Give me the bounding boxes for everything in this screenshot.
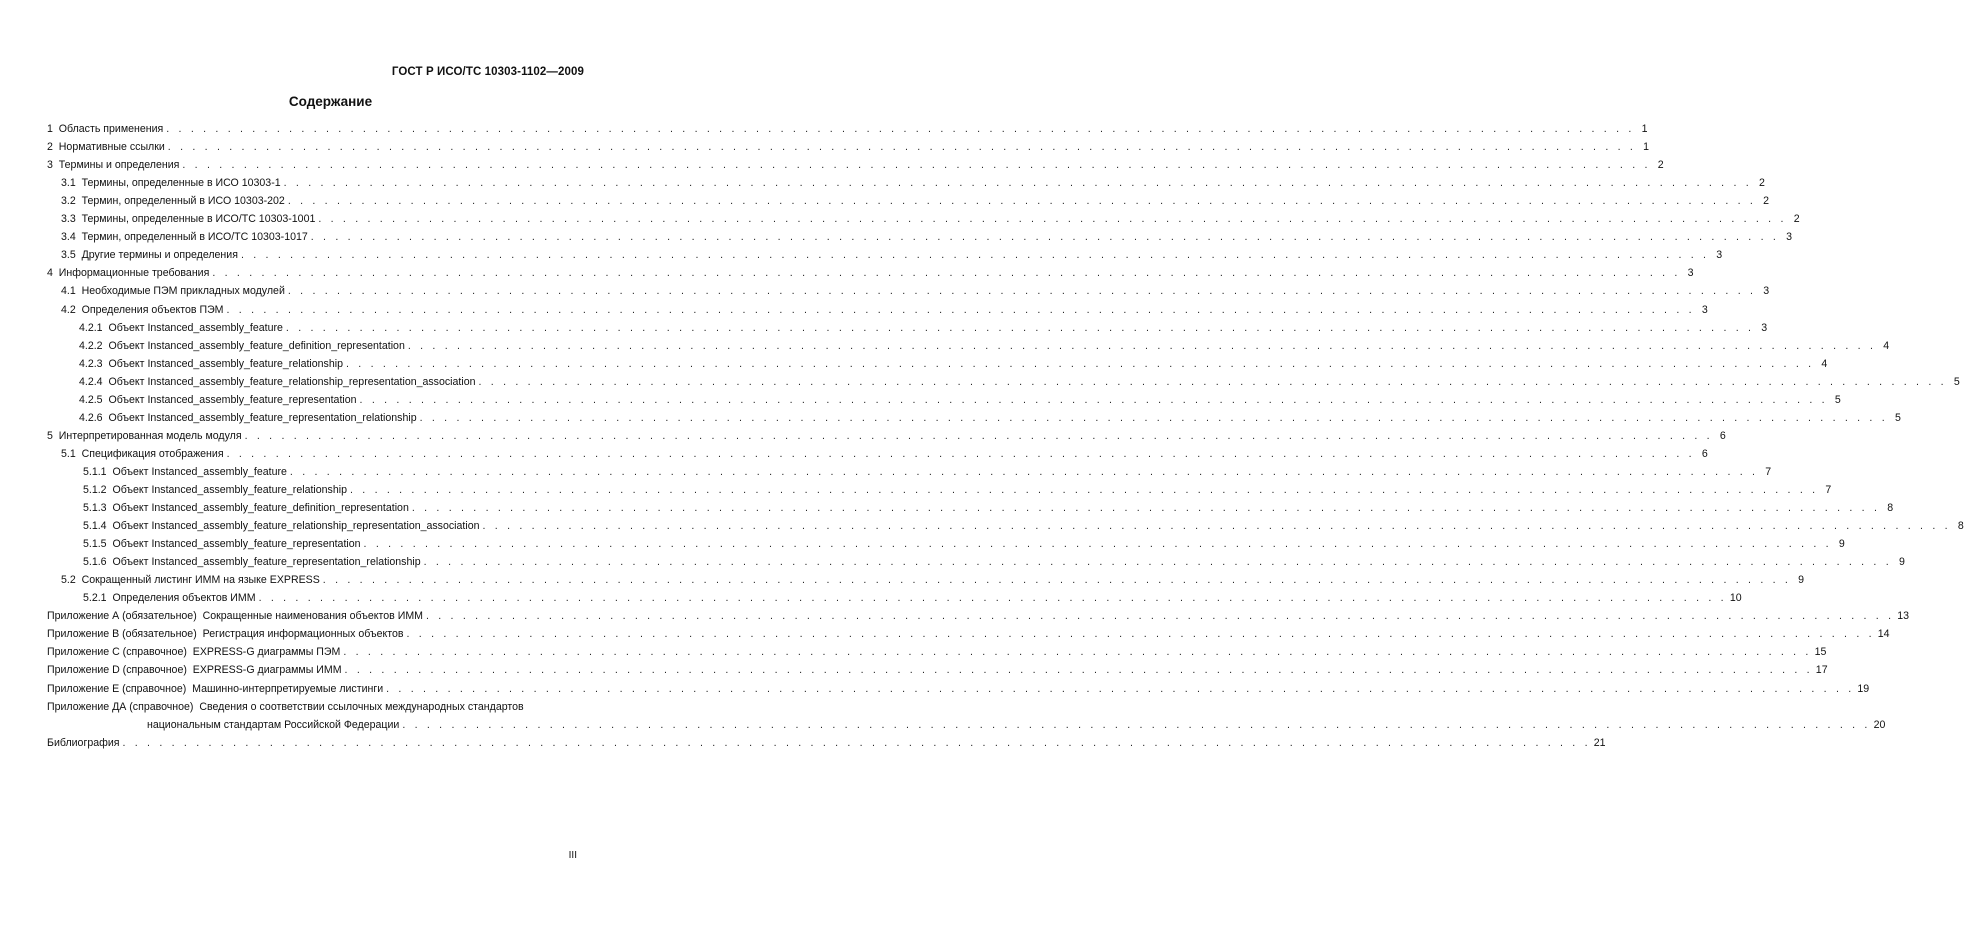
toc-entry-title: Приложение А (обязательное) Сокращенные наименования объектов ИММ	[47, 610, 423, 623]
toc-entry[interactable]	[47, 226, 1793, 244]
toc-entry-title: 2 Нормативные ссылки	[47, 141, 165, 154]
toc-entry[interactable]	[47, 407, 1901, 425]
toc-page-number: 6	[1701, 447, 1708, 460]
toc-entry[interactable]	[47, 190, 1770, 208]
toc-page-number: 5	[1894, 411, 1901, 424]
toc-entry[interactable]	[47, 605, 1910, 623]
toc-leader-dots: . . . . . . . . . . . . . . . . . . . . . . . . . . . . . . . . . . . . . . . . . . . . . . . . . . . . . . . . . . . . . . . . . . . . . . . . . . . . . . . . . . . . . . . . . . . . . . . . . . . . . . . . . . . . . . . . . . . . . . . .	[343, 646, 1812, 659]
toc-leader-dots: . . . . . . . . . . . . . . . . . . . . . . . . . . . . . . . . . . . . . . . . . . . . . . . . . . . . . . . . . . . . . . . . . . . . . . . . . . . . . . . . . . . . . . . . . . . . . . . . . . . . . . . . . . . . . . . . . . . . . . . .	[212, 267, 1681, 280]
toc-leader-dots: . . . . . . . . . . . . . . . . . . . . . . . . . . . . . . . . . . . . . . . . . . . . . . . . . . . . . . . . . . . . . . . . . . . . . . . . . . . . . . . . . . . . . . . . . . . . . . . . . . . . . . . . . . . . . . . . . . . . . . . .	[419, 411, 1888, 424]
toc-leader-dots: . . . . . . . . . . . . . . . . . . . . . . . . . . . . . . . . . . . . . . . . . . . . . . . . . . . . . . . . . . . . . . . . . . . . . . . . . . . . . . . . . . . . . . . . . . . . . . . . . . . . . . . . . . . . . . . . . . . . . . . .	[310, 231, 1780, 244]
document-header: ГОСТ Р ИСО/ТС 10303-1102—2009	[391, 66, 584, 78]
toc-page-number: 1	[1641, 123, 1648, 136]
toc-entry[interactable]	[47, 118, 1648, 136]
toc-entry-title: 4.1 Необходимые ПЭМ прикладных модулей	[61, 285, 285, 298]
toc-entry[interactable]	[47, 714, 1886, 732]
toc-page-number: 3	[1786, 231, 1793, 244]
toc-page-number: 6	[1719, 429, 1726, 442]
toc-leader-dots: . . . . . . . . . . . . . . . . . . . . . . . . . . . . . . . . . . . . . . . . . . . . . . . . . . . . . . . . . . . . . . . . . . . . . . . . . . . . . . . . . . . . . . . . . . . . . . . . . . . . . . . . . . . . . . . . . . . . . . . .	[283, 177, 1752, 190]
toc-entry[interactable]	[47, 280, 1770, 298]
toc-entry[interactable]	[47, 677, 1870, 695]
toc-leader-dots: . . . . . . . . . . . . . . . . . . . . . . . . . . . . . . . . . . . . . . . . . . . . . . . . . . . . . . . . . . . . . . . . . . . . . . . . . . . . . . . . . . . . . . . . . . . . . . . . . . . . . . . . . . . . . . . . . . . . . . . .	[167, 141, 1637, 154]
toc-entry-title: 5.1 Спецификация отображения	[61, 447, 224, 460]
toc-entry-title: 5.2 Сокращенный листинг ИММ на языке EXPRESS	[61, 574, 320, 587]
toc-page-number: 5	[1953, 375, 1960, 388]
toc-page-number: 13	[1897, 610, 1910, 623]
toc-entry[interactable]	[47, 533, 1845, 551]
toc-page-number: 8	[1887, 502, 1894, 515]
toc-entry[interactable]	[47, 425, 1726, 443]
toc-entry-title: 4.2.5 Объект Instanced_assembly_feature_representation	[79, 393, 357, 406]
toc-entry-title: Приложение D (справочное) EXPRESS-G диаграммы ИММ	[47, 664, 342, 677]
toc-entry-title: Библиография	[47, 736, 120, 749]
toc-entry[interactable]	[47, 696, 584, 714]
toc-leader-dots: . . . . . . . . . . . . . . . . . . . . . . . . . . . . . . . . . . . . . . . . . . . . . . . . . . . . . . . . . . . . . . . . . . . . . . . . . . . . . . . . . . . . . . . . . . . . . . . . . . . . . . . . . . . . . . . . . . . . . . . .	[289, 465, 1759, 478]
toc-entry-title: 3.3 Термины, определенные в ИСО/ТС 10303-1001	[61, 213, 316, 226]
toc-page-number: 17	[1815, 664, 1828, 677]
toc-leader-dots: . . . . . . . . . . . . . . . . . . . . . . . . . . . . . . . . . . . . . . . . . . . . . . . . . . . . . . . . . . . . . . . . . . . . . . . . . . . . . . . . . . . . . . . . . . . . . . . . . . . . . . . . . . . . . . . . . . . . . . . .	[346, 357, 1815, 370]
toc-entry-title: 4.2.3 Объект Instanced_assembly_feature_relationship	[79, 357, 343, 370]
table-of-contents	[47, 118, 1964, 750]
page-title: Содержание	[288, 94, 373, 109]
toc-leader-dots: . . . . . . . . . . . . . . . . . . . . . . . . . . . . . . . . . . . . . . . . . . . . . . . . . . . . . . . . . . . . . . . . . . . . . . . . . . . . . . . . . . . . . . . . . . . . . . . . . . . . . . . . . . . . . . . . . . . . . . . .	[359, 393, 1828, 406]
toc-entry-title: 4 Информационные требования	[47, 267, 210, 280]
toc-page-number: 9	[1898, 556, 1905, 569]
toc-page-number: 4	[1821, 357, 1828, 370]
toc-entry[interactable]	[47, 353, 1828, 371]
toc-leader-dots: . . . . . . . . . . . . . . . . . . . . . . . . . . . . . . . . . . . . . . . . . . . . . . . . . . . . . . . . . . . . . . . . . . . . . . . . . . . . . . . . . . . . . . . . . . . . . . . . . . . . . . . . . . . . . . . . . . . . . . . .	[363, 538, 1832, 551]
toc-entry[interactable]	[47, 443, 1708, 461]
toc-leader-dots: . . . . . . . . . . . . . . . . . . . . . . . . . . . . . . . . . . . . . . . . . . . . . . . . . . . . . . . . . . . . . . . . . . . . . . . . . . . . . . . . . . . . . . . . . . . . . . . . . . . . . . . . . . . . . . . . . . . . . . . .	[406, 628, 1875, 641]
toc-entry[interactable]	[47, 262, 1694, 280]
toc-entry[interactable]	[47, 551, 1905, 569]
toc-page-number: 21	[1593, 736, 1606, 749]
toc-page-number: 3	[1763, 285, 1770, 298]
toc-entry[interactable]	[47, 335, 1890, 353]
toc-leader-dots: . . . . . . . . . . . . . . . . . . . . . . . . . . . . . . . . . . . . . . . . . . . . . . . . . . . . . . . . . . . . . . . . . . . . . . . . . . . . . . . . . . . . . . . . . . . . . . . . . . . . . . . . . . . . . . . . . . . . . . . .	[411, 502, 1881, 515]
toc-leader-dots: . . . . . . . . . . . . . . . . . . . . . . . . . . . . . . . . . . . . . . . . . . . . . . . . . . . . . . . . . . . . . . . . . . . . . . . . . . . . . . . . . . . . . . . . . . . . . . . . . . . . . . . . . . . . . . . . . . . . . . . .	[226, 303, 1695, 316]
toc-entry-title: 5.1.2 Объект Instanced_assembly_feature_relationship	[83, 483, 347, 496]
toc-page-number: 10	[1729, 592, 1742, 605]
toc-page-number: 20	[1873, 718, 1886, 731]
toc-entry-title: 3.4 Термин, определенный в ИСО/ТС 10303-1017	[61, 231, 308, 244]
toc-entry-title: 3.2 Термин, определенный в ИСО 10303-202	[61, 195, 285, 208]
toc-entry[interactable]	[47, 154, 1664, 172]
toc-entry[interactable]	[47, 479, 1832, 497]
toc-entry-title: 3.1 Термины, определенные в ИСО 10303-1	[61, 177, 281, 190]
toc-page-number: 14	[1877, 628, 1890, 641]
toc-page-number: 2	[1758, 177, 1765, 190]
toc-page-number: 1	[1643, 141, 1650, 154]
toc-entry[interactable]	[47, 587, 1742, 605]
toc-entry[interactable]	[47, 389, 1841, 407]
toc-entry[interactable]	[47, 298, 1708, 316]
toc-leader-dots: . . . . . . . . . . . . . . . . . . . . . . . . . . . . . . . . . . . . . . . . . . . . . . . . . . . . . . . . . . . . . . . . . . . . . . . . . . . . . . . . . . . . . . . . . . . . . . . . . . . . . . . . . . . . . . . . . . . . . . . .	[226, 447, 1695, 460]
toc-entry-title: 3.5 Другие термины и определения	[61, 249, 238, 262]
toc-leader-dots: . . . . . . . . . . . . . . . . . . . . . . . . . . . . . . . . . . . . . . . . . . . . . . . . . . . . . . . . . . . . . . . . . . . . . . . . . . . . . . . . . . . . . . . . . . . . . . . . . . . . . . . . . . . . . . . . . . . . . . . .	[244, 429, 1713, 442]
toc-page-number: 2	[1793, 213, 1800, 226]
toc-page-number: 3	[1687, 267, 1694, 280]
toc-entry[interactable]	[47, 461, 1772, 479]
toc-page-number: 15	[1814, 646, 1827, 659]
toc-page-number: 8	[1957, 520, 1964, 533]
toc-page-number: 3	[1701, 303, 1708, 316]
toc-page-number: 9	[1838, 538, 1845, 551]
toc-page-number: 19	[1857, 682, 1870, 695]
toc-leader-dots: . . . . . . . . . . . . . . . . . . . . . . . . . . . . . . . . . . . . . . . . . . . . . . . . . . . . . . . . . . . . . . . . . . . . . . . . . . . . . . . . . . . . . . . . . . . . . . . . . . . . . . . . . . . . . . . . . . . . . . . .	[182, 159, 1651, 172]
toc-leader-dots: . . . . . . . . . . . . . . . . . . . . . . . . . . . . . . . . . . . . . . . . . . . . . . . . . . . . . . . . . . . . . . . . . . . . . . . . . . . . . . . . . . . . . . . . . . . . . . . . . . . . . . . . . . . . . . . . . . . . . . . .	[425, 610, 1895, 623]
toc-page-number: 2	[1657, 159, 1664, 172]
toc-page-number: 5	[1834, 393, 1841, 406]
toc-leader-dots: . . . . . . . . . . . . . . . . . . . . . . . . . . . . . . . . . . . . . . . . . . . . . . . . . . . . . . . . . . . . . . . . . . . . . . . . . . . . . . . . . . . . . . . . . . . . . . . . . . . . . . . . . . . . . . . . . . . . . . . .	[482, 520, 1951, 533]
toc-entry-title: Приложение Е (справочное) Машинно-интерпретируемые листинги	[47, 682, 384, 695]
toc-entry-title: 3 Термины и определения	[47, 159, 180, 172]
toc-leader-dots: . . . . . . . . . . . . . . . . . . . . . . . . . . . . . . . . . . . . . . . . . . . . . . . . . . . . . . . . . . . . . . . . . . . . . . . . . . . . . . . . . . . . . . . . . . . . . . . . . . . . . . . . . . . . . . . . . . . . . . . .	[407, 339, 1877, 352]
toc-entry[interactable]	[47, 244, 1723, 262]
toc-leader-dots: . . . . . . . . . . . . . . . . . . . . . . . . . . . . . . . . . . . . . . . . . . . . . . . . . . . . . . . . . . . . . . . . . . . . . . . . . . . . . . . . . . . . . . . . . . . . . . . . . . . . . . . . . . . . . . . . . . . . . . . .	[386, 682, 1855, 695]
toc-entry-title: национальным стандартам Российской Федерации	[147, 718, 400, 731]
toc-page-number: 4	[1883, 339, 1890, 352]
toc-entry[interactable]	[47, 208, 1800, 226]
page-number: III	[568, 850, 577, 861]
toc-entry[interactable]	[47, 569, 1805, 587]
toc-entry-title: 4.2.2 Объект Instanced_assembly_feature_definition_representation	[79, 339, 405, 352]
toc-page-number: 3	[1716, 249, 1723, 262]
toc-leader-dots: . . . . . . . . . . . . . . . . . . . . . . . . . . . . . . . . . . . . . . . . . . . . . . . . . . . . . . . . . . . . . . . . . . . . . . . . . . . . . . . . . . . . . . . . . . . . . . . . . . . . . . . . . . . . . . . . . . . . . . . .	[285, 321, 1755, 334]
toc-entry-title: Приложение В (обязательное) Регистрация информационных объектов	[47, 628, 404, 641]
toc-entry-title: 5.1.1 Объект Instanced_assembly_feature	[83, 465, 287, 478]
toc-entry[interactable]	[47, 659, 1828, 677]
toc-leader-dots: . . . . . . . . . . . . . . . . . . . . . . . . . . . . . . . . . . . . . . . . . . . . . . . . . . . . . . . . . . . . . . . . . . . . . . . . . . . . . . . . . . . . . . . . . . . . . . . . . . . . . . . . . . . . . . . . . . . . . . . .	[318, 213, 1787, 226]
toc-entry-title: 4.2.1 Объект Instanced_assembly_feature	[79, 321, 283, 334]
toc-entry-title: 5.1.5 Объект Instanced_assembly_feature_representation	[83, 538, 361, 551]
toc-entry-title: 4.2 Определения объектов ПЭМ	[61, 303, 224, 316]
toc-page-number: 7	[1825, 483, 1832, 496]
toc-leader-dots: . . . . . . . . . . . . . . . . . . . . . . . . . . . . . . . . . . . . . . . . . . . . . . . . . . . . . . . . . . . . . . . . . . . . . . . . . . . . . . . . . . . . . . . . . . . . . . . . . . . . . . . . . . . . . . . . . . . . . . . .	[350, 483, 1819, 496]
toc-entry-title: 1 Область применения	[47, 123, 164, 136]
toc-leader-dots: . . . . . . . . . . . . . . . . . . . . . . . . . . . . . . . . . . . . . . . . . . . . . . . . . . . . . . . . . . . . . . . . . . . . . . . . . . . . . . . . . . . . . . . . . . . . . . . . . . . . . . . . . . . . . . . . . . . . . . . .	[166, 123, 1635, 136]
toc-entry-title: Приложение ДА (справочное) Сведения о соответствии ссылочных международных стандартов	[47, 700, 524, 713]
toc-entry-title: 4.2.6 Объект Instanced_assembly_feature_representation_relationship	[79, 411, 417, 424]
toc-leader-dots: . . . . . . . . . . . . . . . . . . . . . . . . . . . . . . . . . . . . . . . . . . . . . . . . . . . . . . . . . . . . . . . . . . . . . . . . . . . . . . . . . . . . . . . . . . . . . . . . . . . . . . . . . . . . . . . . . . . . . . . .	[478, 375, 1947, 388]
toc-leader-dots: . . . . . . . . . . . . . . . . . . . . . . . . . . . . . . . . . . . . . . . . . . . . . . . . . . . . . . . . . . . . . . . . . . . . . . . . . . . . . . . . . . . . . . . . . . . . . . . . . . . . . . . . . . . . . . . . . . . . . . . .	[344, 664, 1813, 677]
toc-page-number: 7	[1765, 465, 1772, 478]
toc-entry[interactable]	[47, 317, 1768, 335]
toc-entry[interactable]	[47, 497, 1894, 515]
toc-leader-dots: . . . . . . . . . . . . . . . . . . . . . . . . . . . . . . . . . . . . . . . . . . . . . . . . . . . . . . . . . . . . . . . . . . . . . . . . . . . . . . . . . . . . . . . . . . . . . . . . . . . . . . . . . . . . . . . . . . . . . . . .	[423, 556, 1892, 569]
toc-entry[interactable]	[47, 136, 1650, 154]
toc-leader-dots: . . . . . . . . . . . . . . . . . . . . . . . . . . . . . . . . . . . . . . . . . . . . . . . . . . . . . . . . . . . . . . . . . . . . . . . . . . . . . . . . . . . . . . . . . . . . . . . . . . . . . . . . . . . . . . . . . . . . . . . .	[287, 285, 1757, 298]
toc-entry[interactable]	[47, 732, 1606, 750]
toc-entry[interactable]	[47, 172, 1765, 190]
toc-entry-title: 5.1.3 Объект Instanced_assembly_feature_definition_representation	[83, 502, 409, 515]
toc-page-number: 2	[1763, 195, 1770, 208]
toc-entry-title: 5 Интерпретированная модель модуля	[47, 429, 242, 442]
toc-entry-title: 4.2.4 Объект Instanced_assembly_feature_relationship_representation_association	[79, 375, 476, 388]
toc-leader-dots: . . . . . . . . . . . . . . . . . . . . . . . . . . . . . . . . . . . . . . . . . . . . . . . . . . . . . . . . . . . . . . . . . . . . . . . . . . . . . . . . . . . . . . . . . . . . . . . . . . . . . . . . . . . . . . . . . . . . . . . .	[287, 195, 1757, 208]
toc-entry-title: 5.2.1 Определения объектов ИММ	[83, 592, 256, 605]
toc-leader-dots: . . . . . . . . . . . . . . . . . . . . . . . . . . . . . . . . . . . . . . . . . . . . . . . . . . . . . . . . . . . . . . . . . . . . . . . . . . . . . . . . . . . . . . . . . . . . . . . . . . . . . . . . . . . . . . . . . . . . . . . .	[322, 574, 1792, 587]
toc-page-number: 3	[1761, 321, 1768, 334]
toc-entry-title: 5.1.4 Объект Instanced_assembly_feature_relationship_representation_association	[83, 520, 480, 533]
toc-entry[interactable]	[47, 641, 1827, 659]
toc-entry[interactable]	[47, 371, 1960, 389]
toc-entry[interactable]	[47, 515, 1964, 533]
toc-entry-title: 5.1.6 Объект Instanced_assembly_feature_representation_relationship	[83, 556, 421, 569]
toc-entry[interactable]	[47, 623, 1890, 641]
toc-leader-dots: . . . . . . . . . . . . . . . . . . . . . . . . . . . . . . . . . . . . . . . . . . . . . . . . . . . . . . . . . . . . . . . . . . . . . . . . . . . . . . . . . . . . . . . . . . . . . . . . . . . . . . . . . . . . . . . . . . . . . . . .	[258, 592, 1727, 605]
toc-leader-dots: . . . . . . . . . . . . . . . . . . . . . . . . . . . . . . . . . . . . . . . . . . . . . . . . . . . . . . . . . . . . . . . . . . . . . . . . . . . . . . . . . . . . . . . . . . . . . . . . . . . . . . . . . . . . . . . . . . . . . . . .	[402, 718, 1871, 731]
toc-leader-dots: . . . . . . . . . . . . . . . . . . . . . . . . . . . . . . . . . . . . . . . . . . . . . . . . . . . . . . . . . . . . . . . . . . . . . . . . . . . . . . . . . . . . . . . . . . . . . . . . . . . . . . . . . . . . . . . . . . . . . . . .	[122, 736, 1591, 749]
toc-entry-title: Приложение С (справочное) EXPRESS-G диаграммы ПЭМ	[47, 646, 341, 659]
toc-page-number: 9	[1798, 574, 1805, 587]
toc-leader-dots: . . . . . . . . . . . . . . . . . . . . . . . . . . . . . . . . . . . . . . . . . . . . . . . . . . . . . . . . . . . . . . . . . . . . . . . . . . . . . . . . . . . . . . . . . . . . . . . . . . . . . . . . . . . . . . . . . . . . . . . .	[240, 249, 1710, 262]
